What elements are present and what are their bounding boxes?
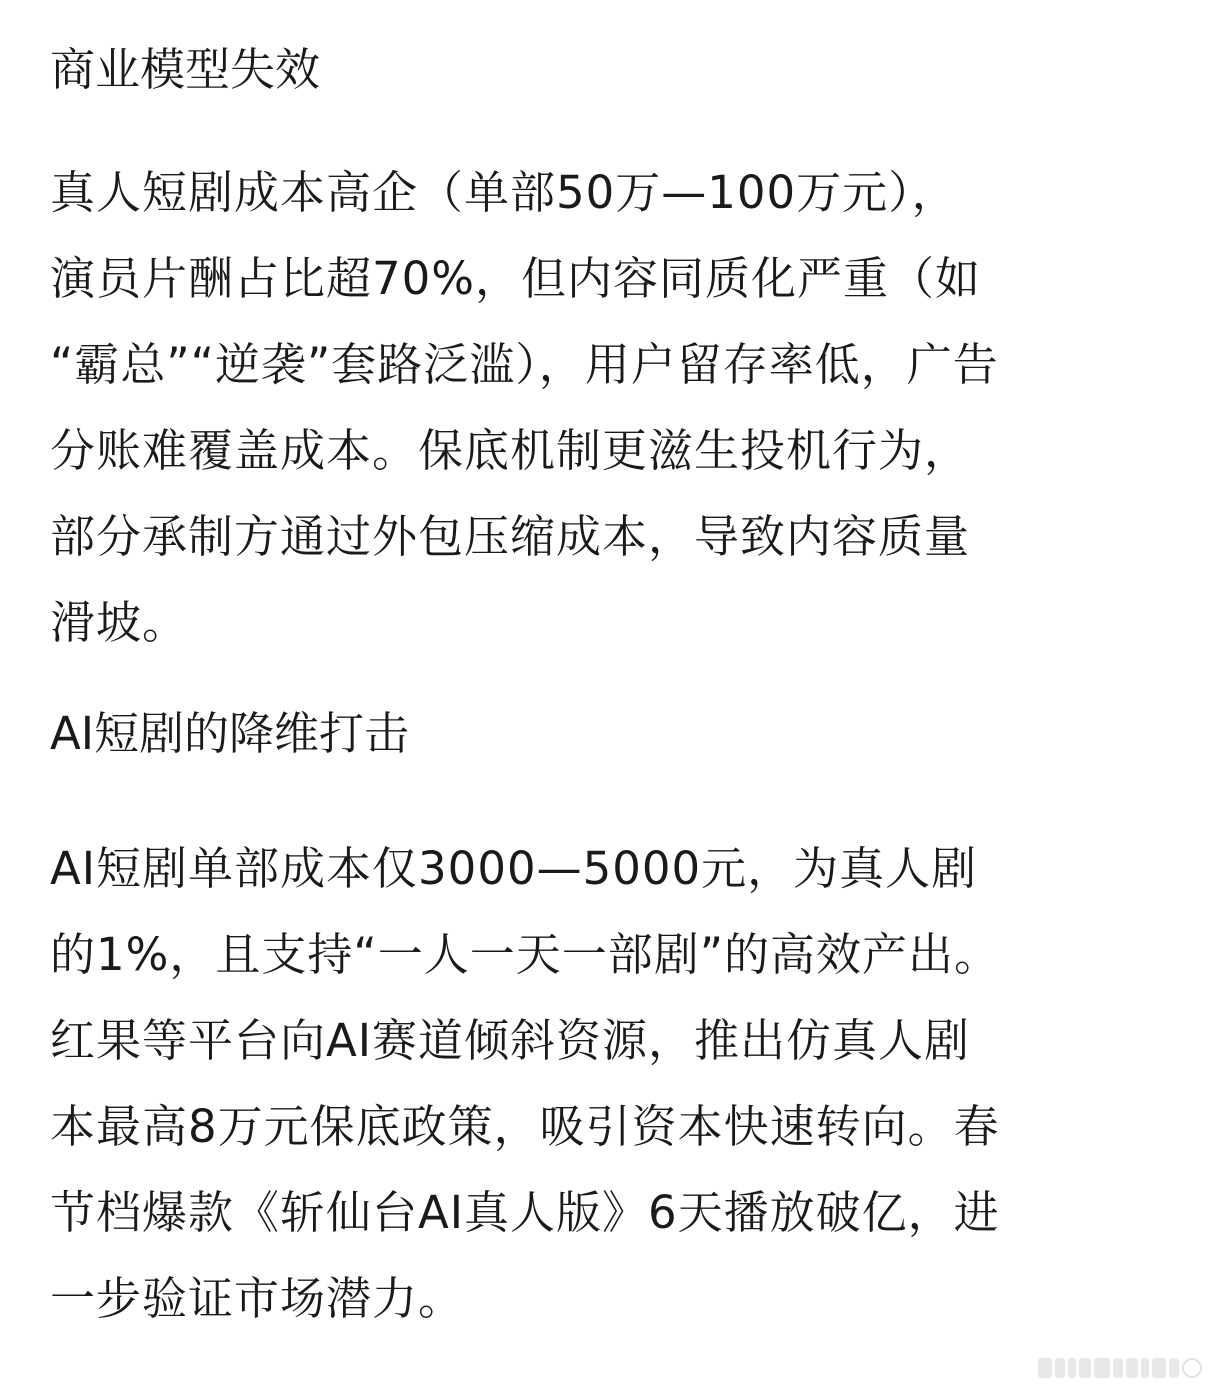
watermark-logo (1038, 1358, 1202, 1378)
paragraph-ai-drama (50, 826, 1180, 1342)
paragraph-line: 真人短剧成本高企（单部50万—100万元）， (50, 166, 958, 219)
watermark-mark (1113, 1358, 1123, 1378)
watermark-mark (1094, 1358, 1110, 1378)
paragraph-line: “霸总”“逆袭”套路泛滥），用户留存率低，广告 (50, 338, 999, 391)
watermark-mark (1152, 1358, 1166, 1378)
paragraph-line: 红果等平台向AI赛道倾斜资源，推出仿真人剧 (50, 1014, 971, 1067)
paragraph-line: 一步验证市场潜力。 (50, 1272, 465, 1325)
paragraph-line: 分账难覆盖成本。保底机制更滋生投机行为， (50, 424, 971, 477)
watermark-mark (1068, 1358, 1076, 1378)
watermark-circle-icon (1182, 1358, 1202, 1378)
paragraph-line: 滑坡。 (50, 596, 189, 649)
paragraph-line: 的1%，且支持“一人一天一部剧”的高效产出。 (50, 928, 1001, 981)
section-heading-ai-drama: AI短剧的降维打击 (50, 707, 410, 760)
paragraph-line: 节档爆款《斩仙台AI真人版》6天播放破亿，进 (50, 1186, 1000, 1239)
paragraph-line: 本最高8万元保底政策，吸引资本快速转向。春 (50, 1100, 1000, 1153)
section-heading-business-model: 商业模型失效 (50, 43, 321, 96)
watermark-mark (1169, 1358, 1179, 1378)
paragraph-line: AI短剧单部成本仅3000—5000元，为真人剧 (50, 842, 978, 895)
watermark-mark (1079, 1358, 1091, 1378)
paragraph-line: 演员片酬占比超70%，但内容同质化严重（如 (50, 252, 982, 305)
article-body (50, 38, 1180, 1342)
watermark-mark (1126, 1358, 1138, 1378)
watermark-mark (1038, 1358, 1052, 1378)
paragraph-line: 部分承制方通过外包压缩成本，导致内容质量 (50, 510, 971, 563)
paragraph-business-model (50, 150, 1180, 666)
watermark-mark (1141, 1358, 1149, 1378)
watermark-mark (1055, 1358, 1065, 1378)
